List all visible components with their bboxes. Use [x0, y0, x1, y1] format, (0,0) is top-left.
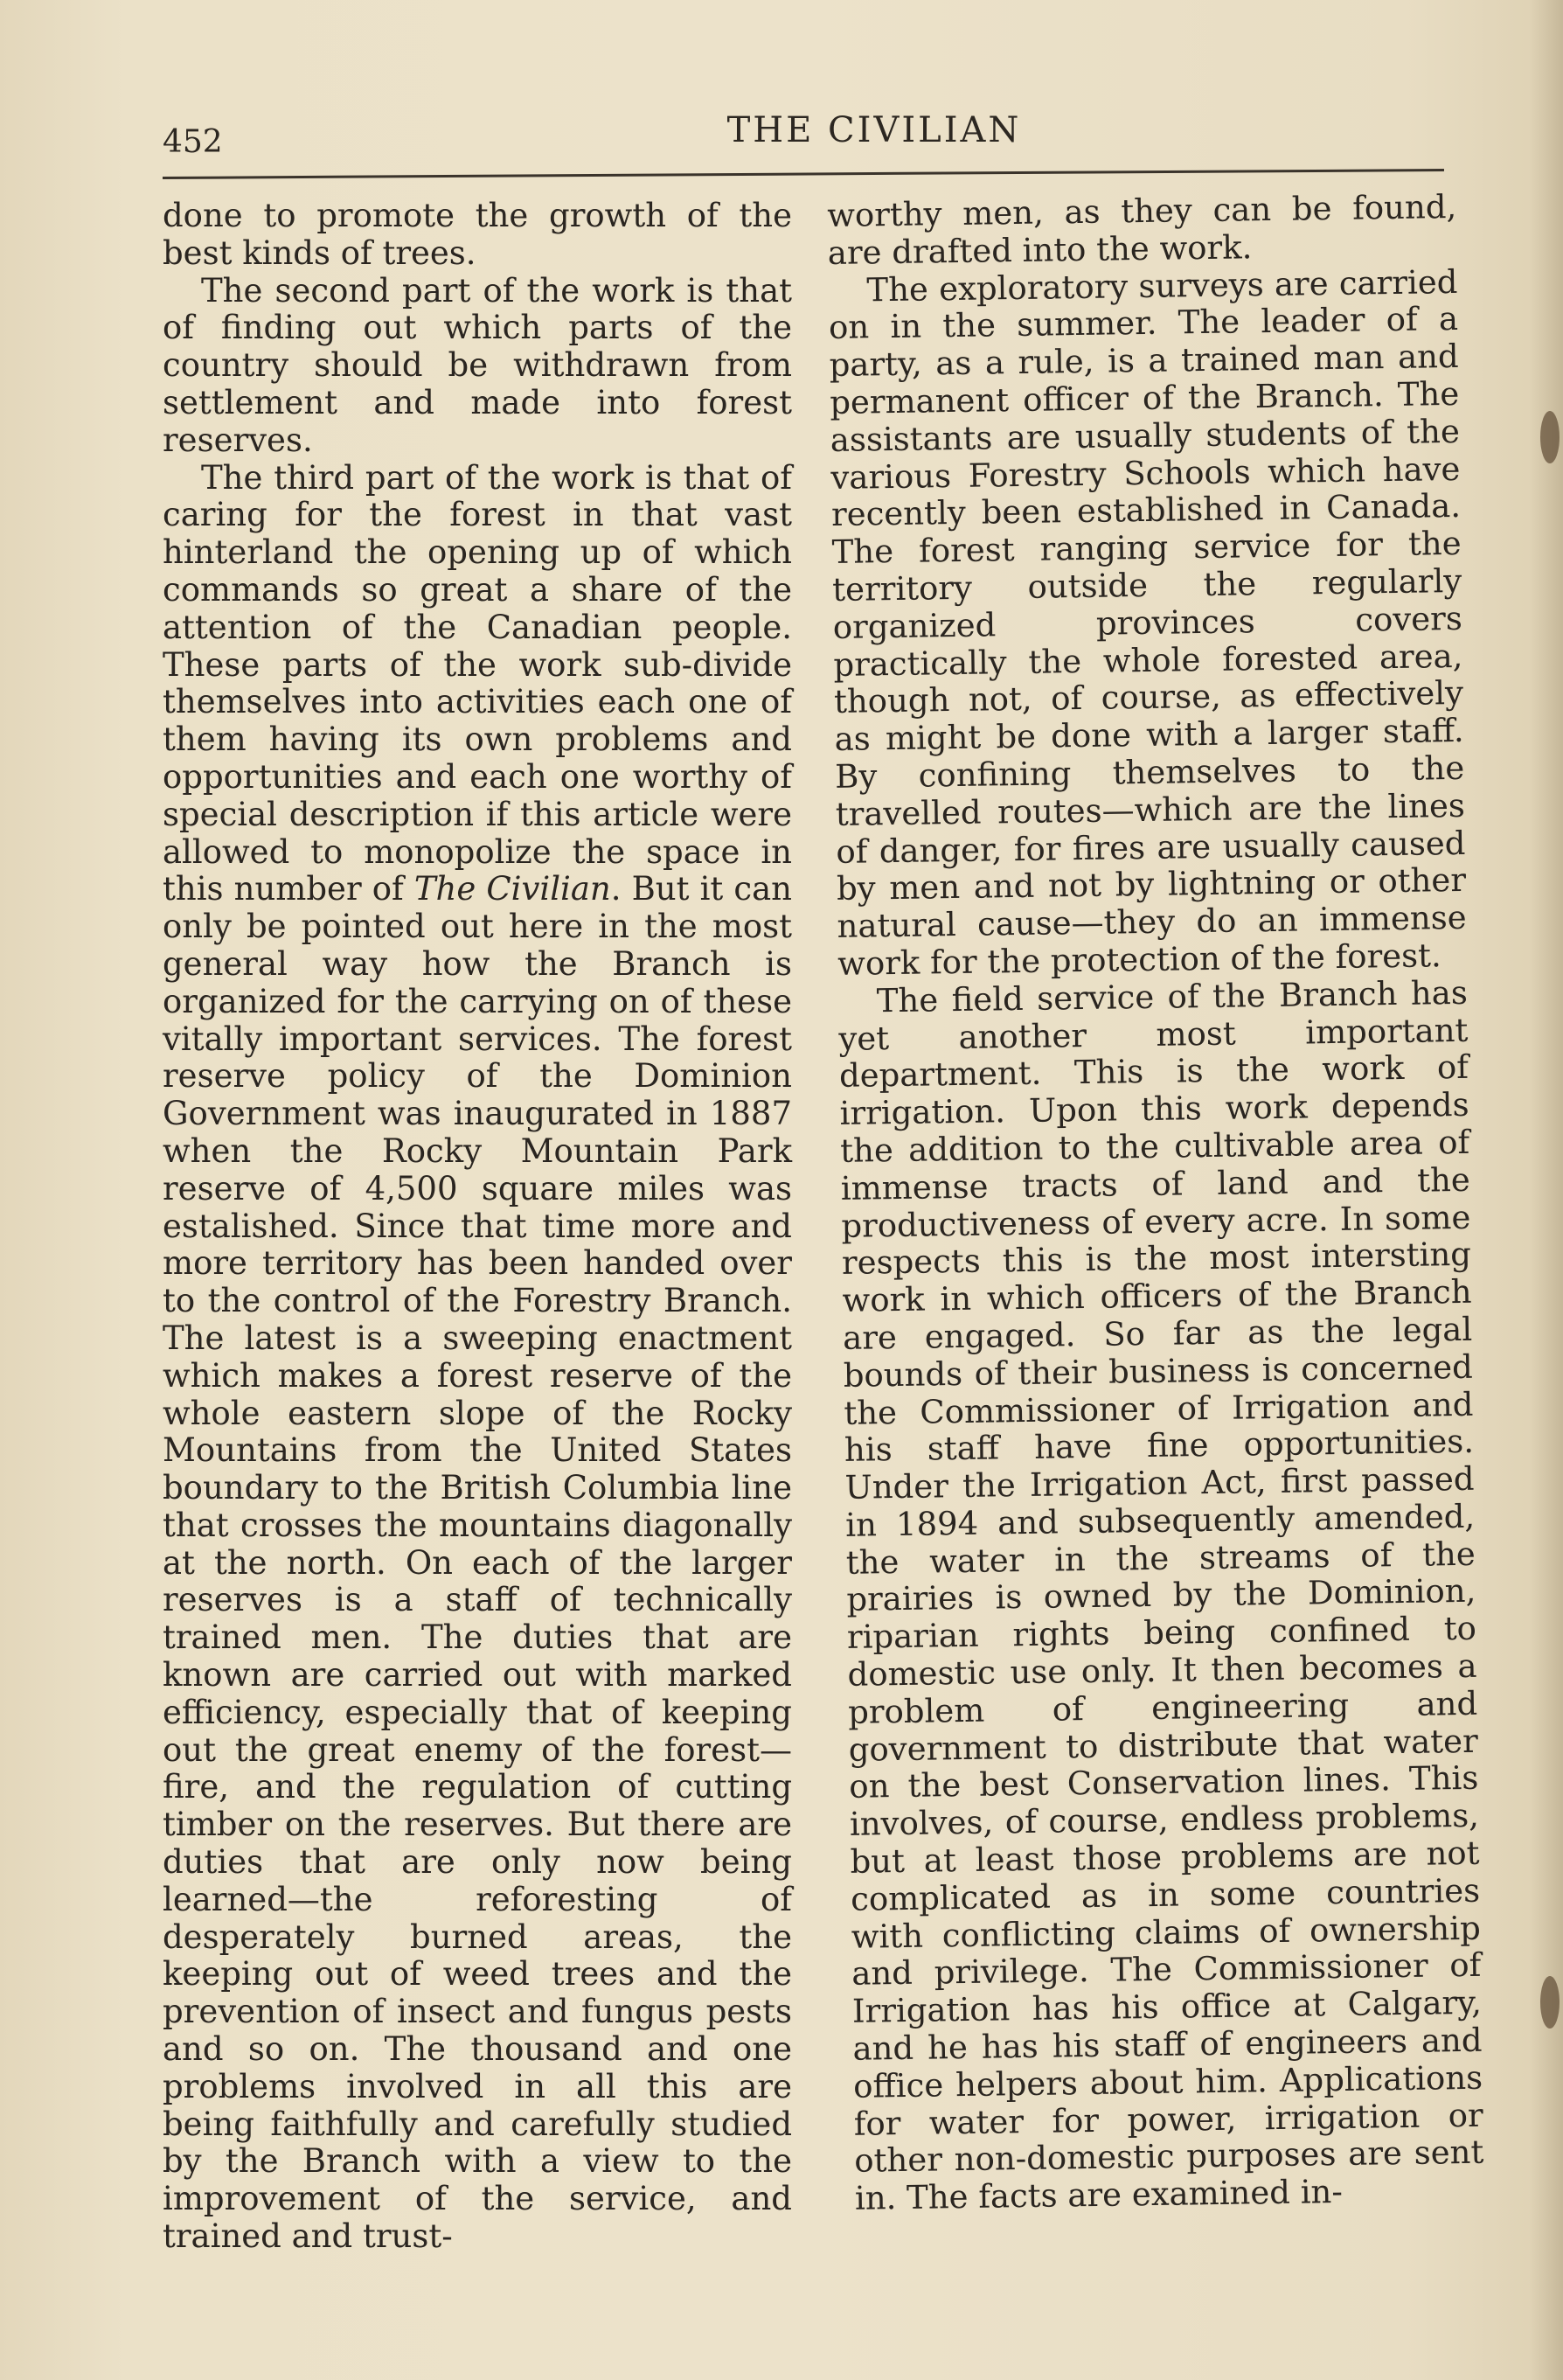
left-paragraph-1: done to promote the growth of the best kinds of trees.: [163, 197, 792, 272]
left-paragraph-3: [163, 460, 792, 2256]
right-paragraph-2: The exploratory surveys are carried on in the summer. The leader of a party, as a rule, is a trained man and permanent officer of the Branch. The assistants are usually students of the various Forestry Schools which have recently been established in Canada. The forest ranging service for the territory outside the regularly organized provinces covers practically the whole forested area, though not, of course, as effectively as might be done with a larger staff. By confining themselves to the travelled routes—which are the lines of danger, for fires are usually caused by men and not by lightning or other natural cause—they do an immense work for the protection of the forest.: [828, 262, 1467, 983]
left-paragraph-2: The second part of the work is that of finding out which parts of the country should be withdrawn from settlement and made into forest reserves.: [163, 271, 792, 459]
running-head: THE CIVILIAN: [726, 110, 1022, 150]
page-edge-mark: [1540, 411, 1560, 463]
right-paragraph-1: worthy men, as they can be found, are drafted into the work.: [826, 187, 1457, 272]
left-column: [163, 198, 792, 2256]
left-paragraph-3-continuation: . But it can only be pointed out here in the most general way how the Branch is organized for the carrying on of these vitally important services. The forest reserve policy of the Dominion Government was inaugurated in 1887 when the Rocky Mountain Park reserve of 4,500 square miles was estalished. Since that time more and more territory has been handed over to the control of the Forestry Branch. The latest is a sweeping enactment which makes a forest reserve of the whole eastern slope of the Rocky Mountains from the United States boundary to the British Columbia line that crosses the mountains diagonally at the north. On each of the larger reserves is a staff of technically trained men. The duties that are known are carried out with marked efficiency, especially that of keeping out the great enemy of the forest—fire, and the regulation of cutting timber on the reserves. But there are duties that are only now being learned—the reforesting of desperately burned areas, the keeping out of weed trees and the prevention of insect and fungus pests and so on. The thousand and one problems involved in all this are being faithfully and carefully studied by the Branch with a view to the improvement of the service, and trained and trust-: [163, 870, 793, 2256]
publication-title: The Civilian: [413, 870, 611, 908]
right-paragraph-3: The field service of the Branch has yet another most important department. This is the work of irrigation. Upon this work depends the addition to the cultivable area of immense tracts of land and the productiveness of every acre. In some respects this is the most intersting work in which officers of the Branch are engaged. So far as the legal bounds of their business is concerned the Commissioner of Irrigation and his staff have fine opportunities. Under the Irrigation Act, first passed in 1894 and subsequently amended, the water in the streams of the prairies is owned by the Dominion, riparian rights being confined to domestic use only. It then becomes a problem of engineering and government to distribute that water on the best Conservation lines. This involves, of course, endless problems, but at least those problems are not complicated as in some countries with conflicting claims of ownership and privilege. The Commissioner of Irrigation has his office at Calgary, and he has his staff of engineers and office helpers about him. Applications for water for power, irrigation or other non-domestic purposes are sent in. The facts are examined in-: [838, 973, 1484, 2218]
right-column: [827, 189, 1484, 2218]
page-edge-mark: [1540, 1976, 1560, 2029]
page-number: 452: [163, 124, 223, 160]
left-paragraph-3-text: The third part of the work is that of caring for the forest in that vast hinterland the opening up of which commands so great a share of the attention of the Canadian people. These parts of the work sub-divide themselves into activities each one of them having its own problems and opportunities and each one worthy of special description if this article were allowed to monopolize the space in this number of: [163, 458, 792, 908]
header-rule: [163, 169, 1444, 179]
